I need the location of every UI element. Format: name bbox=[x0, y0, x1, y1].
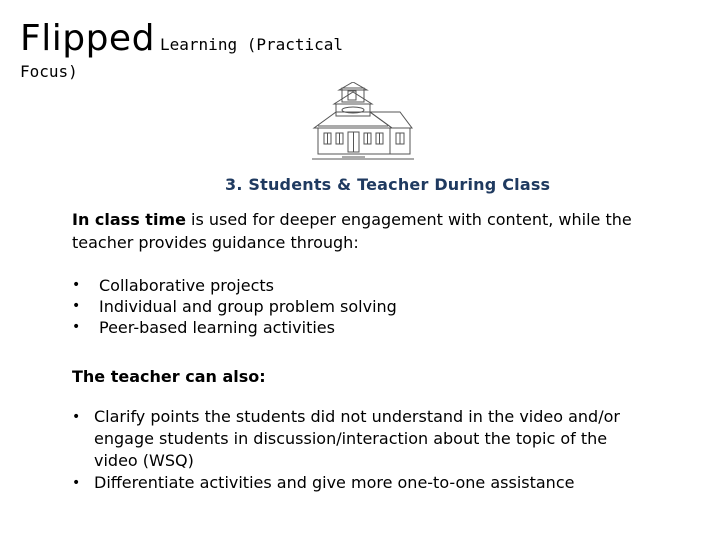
slide-title bbox=[20, 20, 580, 82]
intro-text: is used for deeper engagement with content, while the teacher provides guidance through: bbox=[72, 210, 632, 252]
bullet-icon: • bbox=[72, 298, 81, 314]
section-heading: 3. Students & Teacher During Class bbox=[225, 175, 551, 194]
schoolhouse-icon bbox=[312, 82, 414, 160]
list-item bbox=[72, 317, 397, 338]
title-subtitle-line2: Focus) bbox=[20, 62, 78, 81]
bullet-icon: • bbox=[72, 319, 81, 335]
guidance-list bbox=[72, 275, 397, 338]
list-item bbox=[72, 296, 397, 317]
intro-bold-phrase: In class time bbox=[72, 210, 186, 229]
bullet-icon: • bbox=[72, 277, 81, 293]
list-item-text: Peer-based learning activities bbox=[99, 318, 335, 337]
list-item bbox=[72, 472, 642, 494]
title-main-word: Flipped bbox=[20, 18, 155, 59]
bullet-icon: • bbox=[72, 409, 81, 425]
also-list bbox=[72, 406, 642, 494]
intro-paragraph bbox=[72, 208, 662, 254]
list-item-text: Differentiate activities and give more one-to-one assistance bbox=[94, 473, 575, 492]
title-subtitle: Learning (Practical bbox=[160, 35, 344, 54]
list-item bbox=[72, 275, 397, 296]
list-item bbox=[72, 406, 642, 472]
bullet-icon: • bbox=[72, 475, 81, 491]
also-heading: The teacher can also: bbox=[72, 367, 266, 386]
list-item-text: Individual and group problem solving bbox=[99, 297, 397, 316]
list-item-text: Collaborative projects bbox=[99, 276, 274, 295]
list-item-text: Clarify points the students did not understand in the video and/or engage students in discussion/interaction about the topic of the video (WSQ) bbox=[94, 407, 620, 470]
